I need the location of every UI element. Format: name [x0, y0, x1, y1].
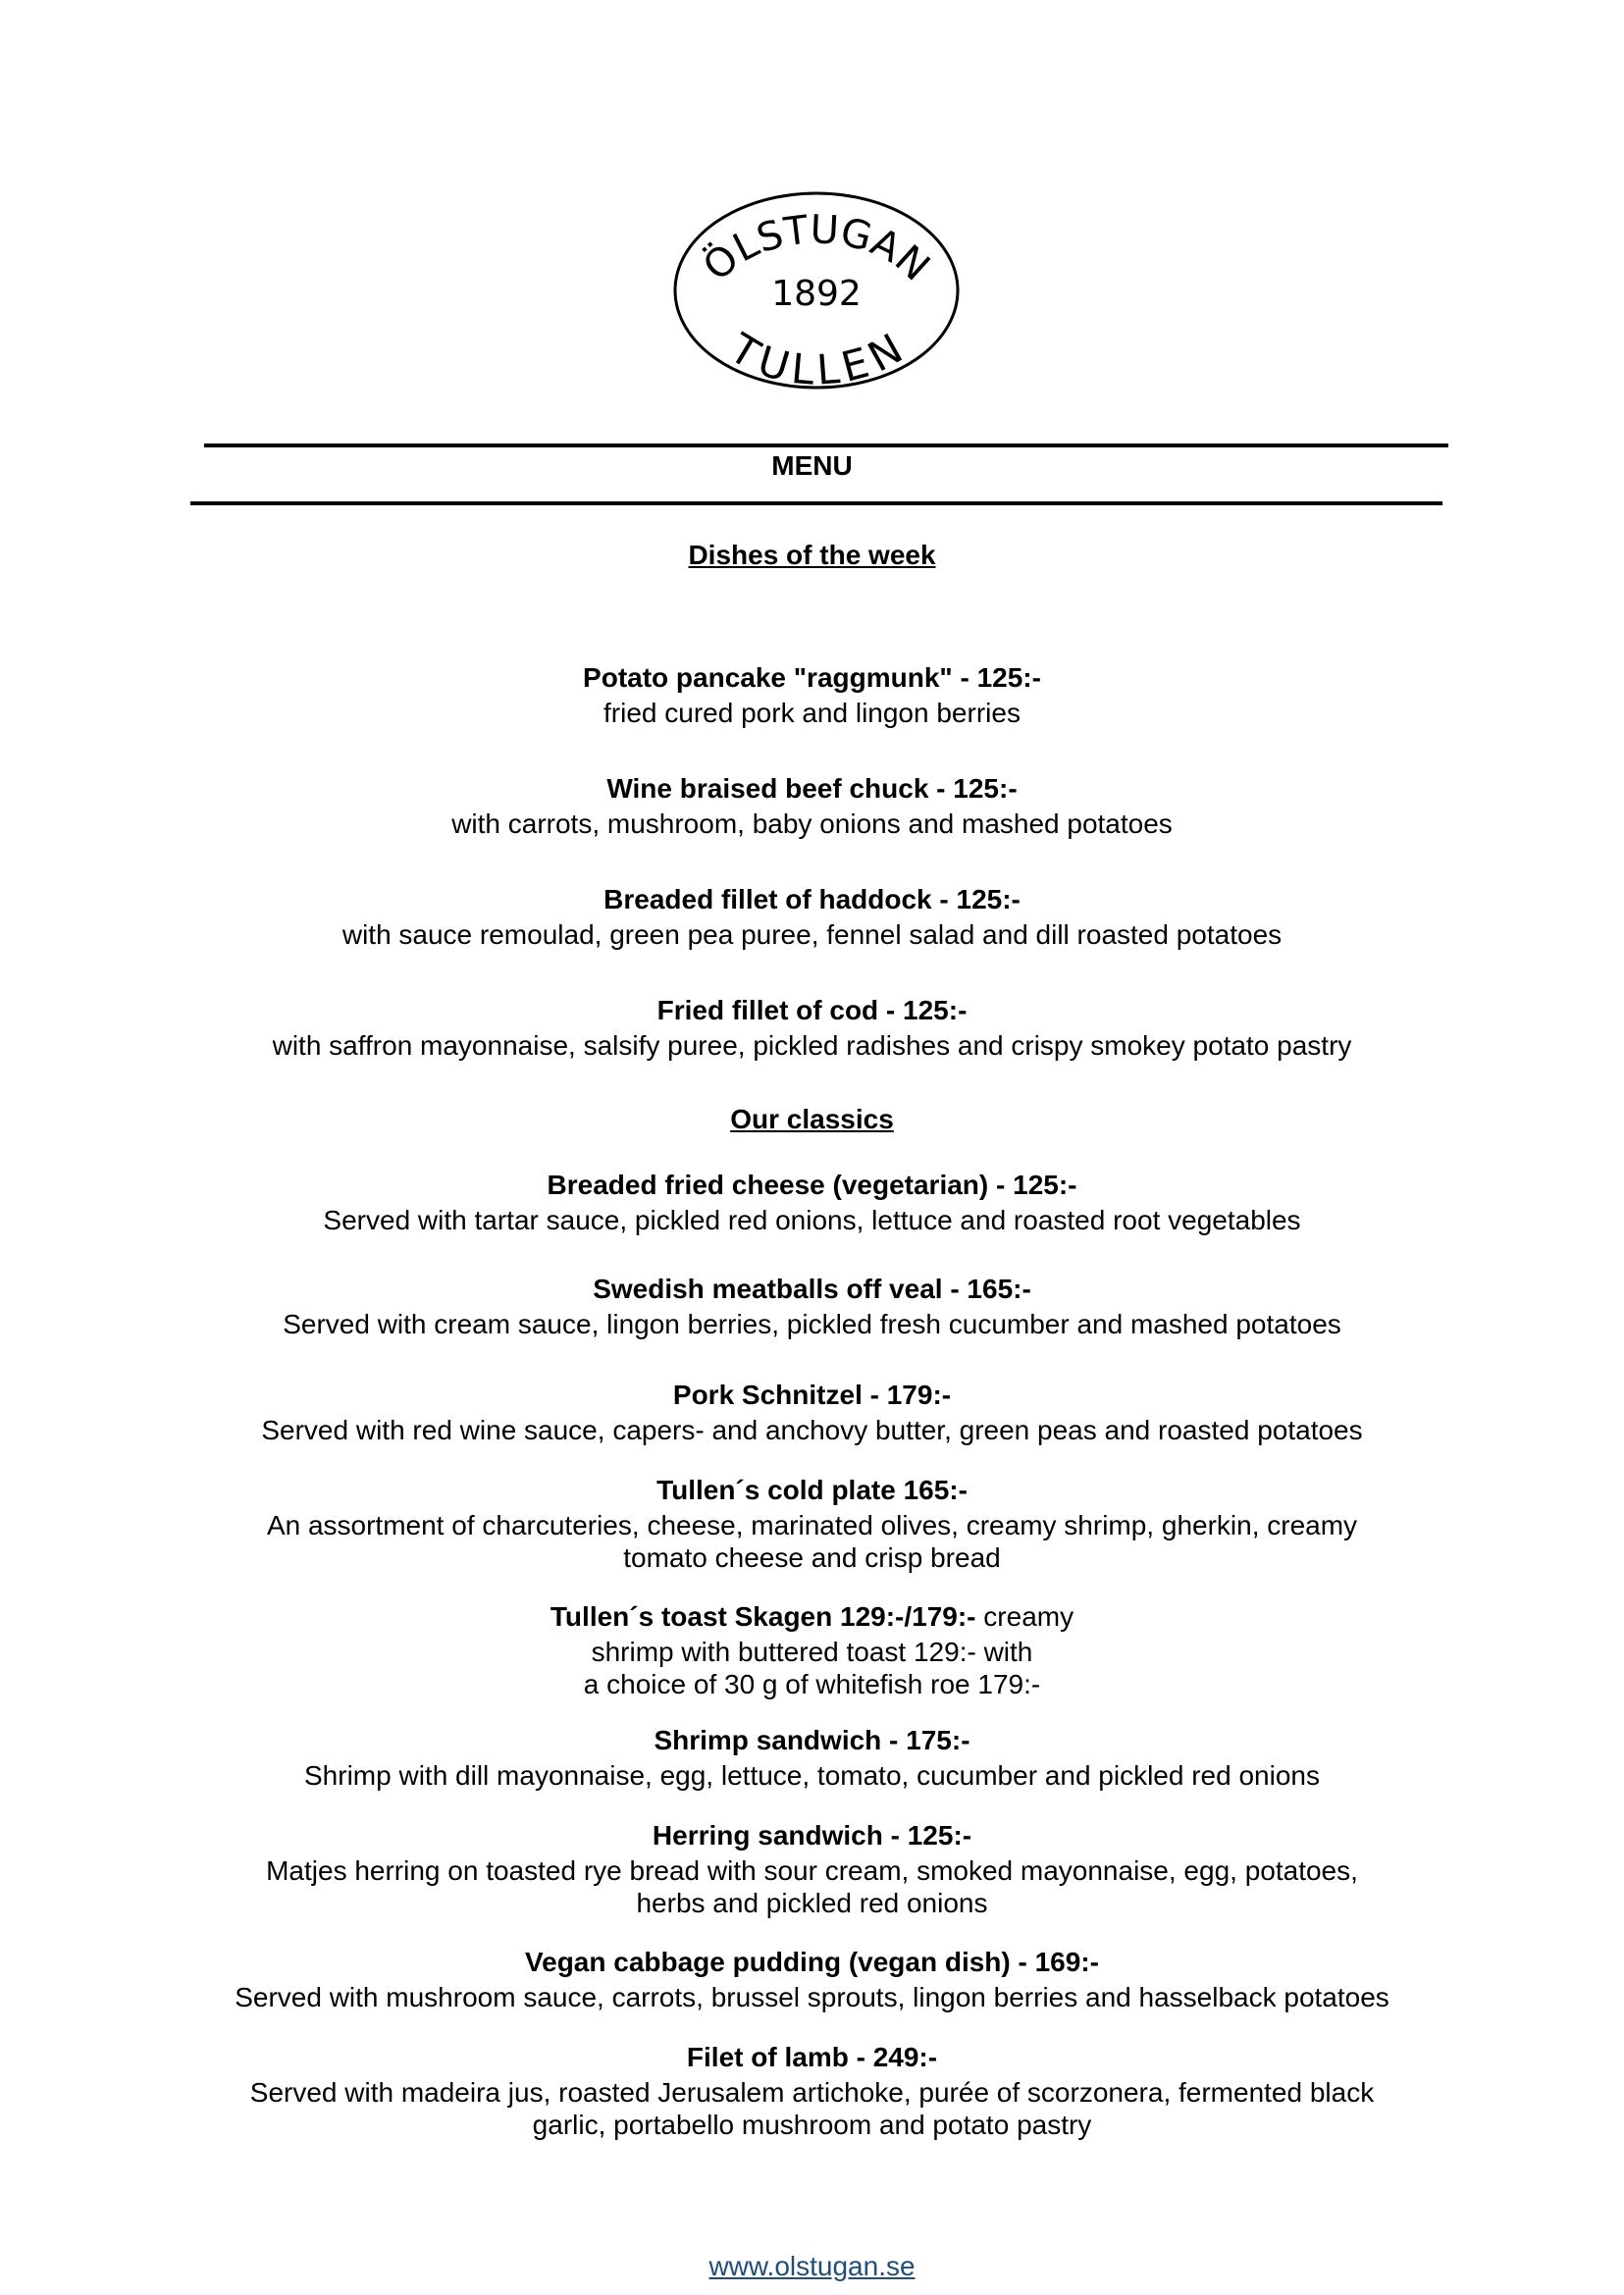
- dish-name: Herring sandwich - 125:-: [652, 1820, 972, 1851]
- dish-item: [0, 1817, 1624, 1919]
- dish-description: [0, 1509, 1624, 1574]
- dish-name: Vegan cabbage pudding (vegan dish) - 169:-: [525, 1947, 1099, 1977]
- dish-name: Breaded fillet of haddock - 125:-: [603, 884, 1021, 914]
- description-line: Served with madeira jus, roasted Jerusalem artichoke, purée of scorzonera, fermented black: [249, 2077, 1375, 2108]
- description-line: garlic, portabello mushroom and potato pastry: [532, 2110, 1092, 2140]
- dish-name: Potato pancake "raggmunk" - 125:-: [583, 662, 1041, 693]
- dish-description: Served with tartar sauce, pickled red onions, lettuce and roasted root vegetables: [323, 1205, 1301, 1235]
- dish-description: [0, 2076, 1624, 2141]
- dish-description: with sauce remoulad, green pea puree, fennel salad and dill roasted potatoes: [341, 919, 1283, 950]
- dish-name: Filet of lamb - 249:-: [686, 2042, 938, 2072]
- dish-item: [0, 1167, 1624, 1236]
- description-line: herbs and pickled red onions: [636, 1888, 988, 1918]
- dish-description: [0, 1854, 1624, 1919]
- dish-name: Wine braised beef chuck - 125:-: [606, 773, 1018, 804]
- section-heading-week: Dishes of the week: [688, 540, 936, 570]
- dish-description: [0, 1636, 1624, 1700]
- dish-item: [0, 1944, 1624, 2013]
- dish-name: Fried fillet of cod - 125:-: [656, 995, 968, 1025]
- dish-item: [0, 1722, 1624, 1792]
- top-divider: [204, 443, 1448, 447]
- dish-description: fried cured pork and lingon berries: [603, 698, 1021, 728]
- olstugan-tullen-logo: [671, 189, 962, 391]
- logo-top-text: ÖLSTUGAN: [695, 207, 938, 290]
- dish-item: [0, 1271, 1624, 1340]
- dish-description: with carrots, mushroom, baby onions and mashed potatoes: [451, 808, 1173, 839]
- dish-description: with saffron mayonnaise, salsify puree, pickled radishes and crispy smokey potato pastry: [272, 1030, 1352, 1061]
- dish-description: Served with red wine sauce, capers- and anchovy butter, green peas and roasted potatoes: [261, 1415, 1363, 1445]
- logo-year: 1892: [771, 274, 862, 314]
- dish-description: Shrimp with dill mayonnaise, egg, lettuce, tomato, cucumber and pickled red onions: [304, 1760, 1320, 1791]
- description-line: a choice of 30 g of whitefish roe 179:-: [583, 1669, 1041, 1699]
- dish-item: [0, 2039, 1624, 2141]
- website-link[interactable]: www.olstugan.se: [708, 2251, 916, 2281]
- dish-item: [0, 1377, 1624, 1446]
- dish-name: Swedish meatballs off veal - 165:-: [593, 1274, 1031, 1304]
- section-heading-classics: Our classics: [730, 1104, 894, 1134]
- dish-item: [0, 1472, 1624, 1574]
- dish-name: Shrimp sandwich - 175:-: [654, 1725, 970, 1755]
- description-line: An assortment of charcuteries, cheese, marinated olives, creamy shrimp, gherkin, creamy: [266, 1510, 1358, 1540]
- dish-name: Tullen´s toast Skagen 129:-/179:-: [550, 1601, 976, 1632]
- description-line: tomato cheese and crisp bread: [623, 1542, 1001, 1573]
- dish-name: Breaded fried cheese (vegetarian) - 125:-: [547, 1170, 1077, 1200]
- menu-title: MENU: [771, 450, 853, 481]
- description-line: shrimp with buttered toast 129:- with: [591, 1637, 1033, 1667]
- logo-bottom-text: TULLEN: [721, 324, 911, 391]
- dish-name: Pork Schnitzel - 179:-: [672, 1380, 952, 1410]
- description-line: Matjes herring on toasted rye bread with sour cream, smoked mayonnaise, egg, potatoes,: [266, 1855, 1358, 1886]
- dish-description: Served with mushroom sauce, carrots, brussel sprouts, lingon berries and hasselback potatoes: [235, 1982, 1389, 2012]
- dish-item: [0, 1598, 1624, 1700]
- dish-item: [0, 992, 1624, 1062]
- dish-item: [0, 659, 1624, 729]
- bottom-divider: [190, 501, 1442, 505]
- dish-name: Tullen´s cold plate 165:-: [656, 1475, 968, 1505]
- dish-item: [0, 881, 1624, 951]
- dish-description: Served with cream sauce, lingon berries, pickled fresh cucumber and mashed potatoes: [283, 1309, 1341, 1339]
- dish-name-suffix: creamy: [975, 1601, 1074, 1632]
- dish-item: [0, 770, 1624, 840]
